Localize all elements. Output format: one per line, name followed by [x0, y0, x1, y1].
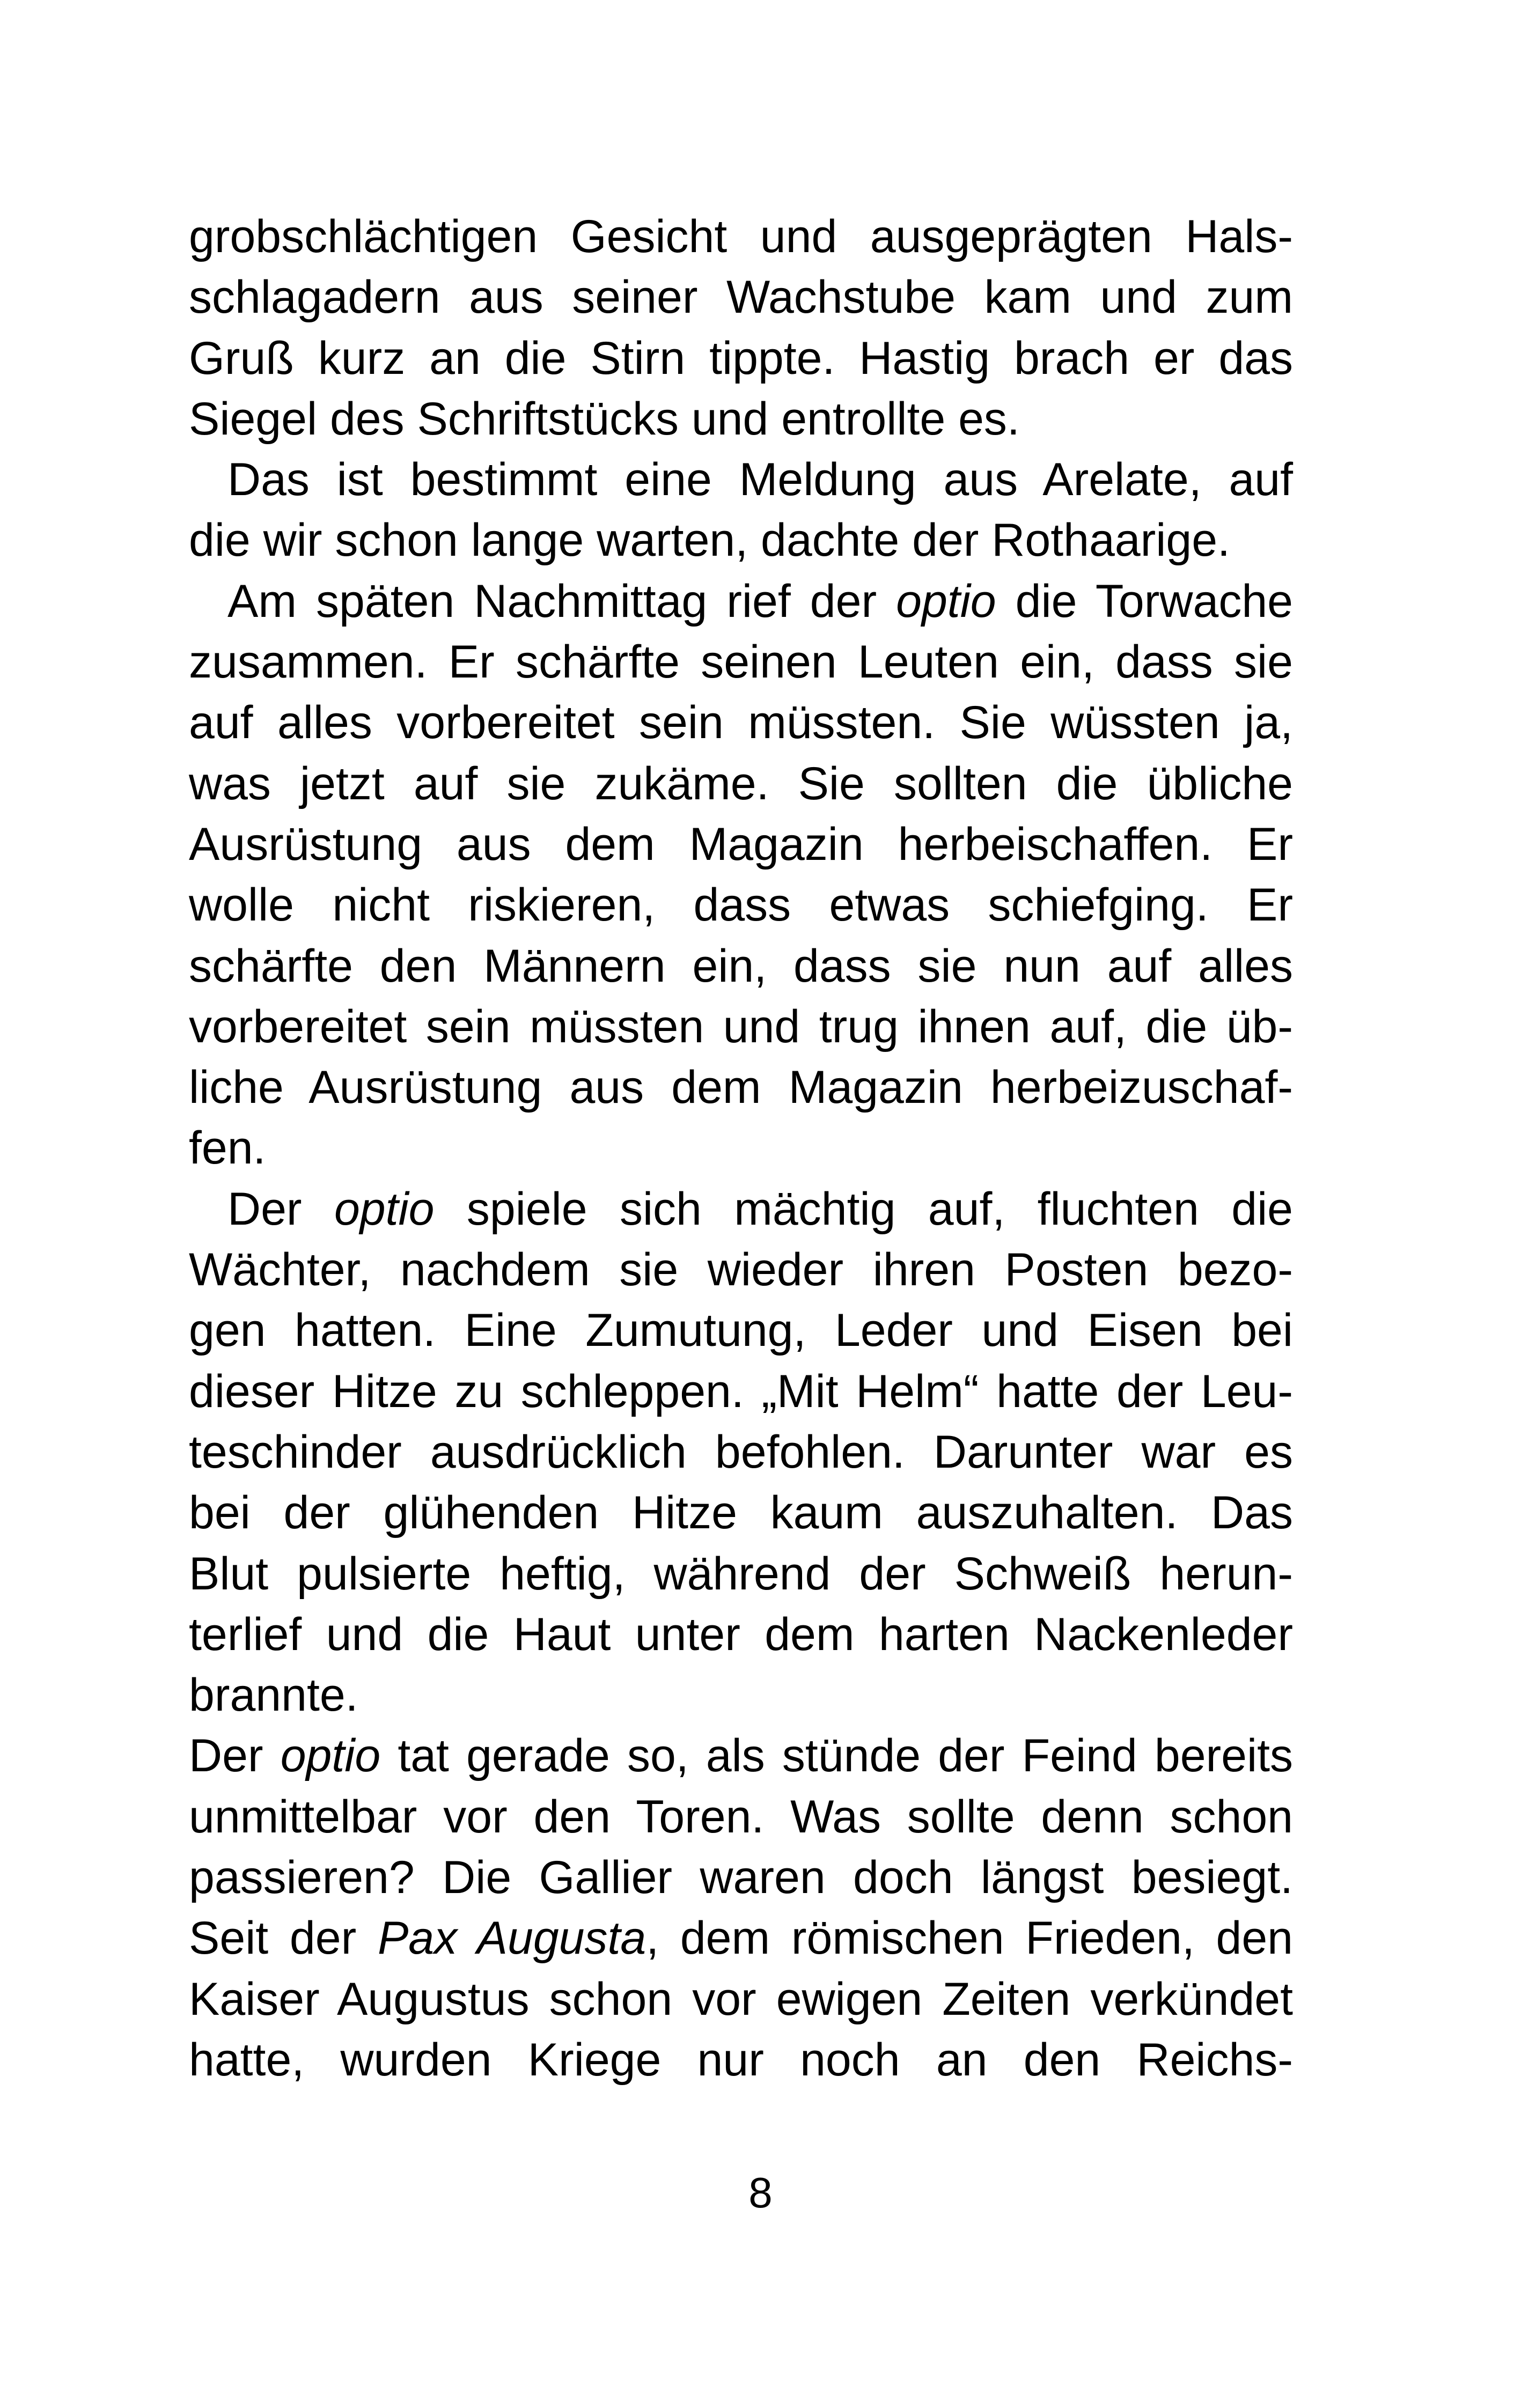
text-line	[189, 1118, 1293, 1179]
text-segment: Ausrüstung aus dem Magazin herbeischaffen. Er	[189, 818, 1293, 870]
body-text	[189, 207, 1293, 2090]
text-segment: schlagadern aus seiner Wachstube kam und zum	[189, 271, 1293, 323]
text-segment: Blut pulsierte heftig, während der Schweiß herun-	[189, 1548, 1293, 1600]
text-segment: brannte.	[189, 1669, 358, 1721]
text-line	[189, 510, 1293, 571]
text-segment: terlief und die Haut unter dem harten Nackenleder	[189, 1608, 1293, 1660]
text-segment: die wir schon lange warten, dachte der Rothaarige.	[189, 514, 1230, 566]
text-line	[189, 1361, 1293, 1422]
text-segment: Kaiser Augustus schon vor ewigen Zeiten verkündet	[189, 1973, 1293, 2025]
text-line	[189, 1665, 1293, 1726]
text-line	[189, 328, 1293, 389]
text-segment: die Torwache	[996, 575, 1293, 627]
text-line	[189, 1787, 1293, 1847]
italic-term: optio	[896, 575, 996, 627]
text-line	[189, 1544, 1293, 1604]
text-segment: dieser Hitze zu schleppen. „Mit Helm“ hatte der Leu-	[189, 1365, 1293, 1417]
text-segment: wolle nicht riskieren, dass etwas schiefging. Er	[189, 879, 1293, 931]
text-line	[189, 754, 1293, 814]
page-number: 8	[748, 2169, 773, 2216]
text-line	[189, 693, 1293, 753]
text-segment: bei der glühenden Hitze kaum auszuhalten. Das	[189, 1487, 1293, 1539]
text-segment: Der	[189, 1730, 281, 1782]
text-line	[189, 389, 1293, 450]
italic-term: optio	[280, 1730, 381, 1782]
text-segment: Seit der	[189, 1912, 378, 1964]
text-line	[189, 1057, 1293, 1118]
text-line	[189, 1847, 1293, 1908]
text-segment: , dem römischen Frieden, den	[646, 1912, 1293, 1964]
text-segment: Der	[227, 1183, 334, 1235]
text-line	[189, 1726, 1293, 1786]
text-line	[189, 1908, 1293, 1969]
text-segment: grobschlächtigen Gesicht und ausgeprägten Hals-	[189, 211, 1293, 262]
text-line	[189, 1969, 1293, 2030]
text-line	[189, 936, 1293, 997]
text-segment: passieren? Die Gallier waren doch längst besiegt.	[189, 1852, 1293, 1904]
text-segment: liche Ausrüstung aus dem Magazin herbeizuschaf-	[189, 1062, 1293, 1114]
text-segment: Am späten Nachmittag rief der	[227, 575, 897, 627]
text-segment: Das ist bestimmt eine Meldung aus Arelate, auf	[227, 454, 1293, 506]
text-line	[189, 632, 1293, 693]
text-segment: Siegel des Schriftstücks und entrollte es.	[189, 393, 1020, 445]
italic-term: optio	[334, 1183, 435, 1235]
text-segment: schärfte den Männern ein, dass sie nun auf alles	[189, 940, 1293, 992]
italic-term: Pax Augusta	[377, 1912, 646, 1964]
text-segment: fen.	[189, 1122, 266, 1174]
text-segment: was jetzt auf sie zukäme. Sie sollten die übliche	[189, 757, 1293, 809]
text-line	[189, 997, 1293, 1057]
text-line	[189, 1604, 1293, 1665]
text-segment: hatte, wurden Kriege nur noch an den Reichs-	[189, 2034, 1293, 2086]
text-line	[189, 875, 1293, 936]
text-line	[189, 1300, 1293, 1361]
text-segment: zusammen. Er schärfte seinen Leuten ein, dass sie	[189, 636, 1293, 688]
text-line	[189, 207, 1293, 267]
text-segment: auf alles vorbereitet sein müssten. Sie wüssten ja,	[189, 697, 1293, 749]
text-line	[189, 2030, 1293, 2090]
text-line	[189, 1483, 1293, 1543]
text-segment: teschinder ausdrücklich befohlen. Darunter war es	[189, 1426, 1293, 1478]
text-line	[189, 450, 1293, 510]
text-line	[189, 1240, 1293, 1300]
text-line	[189, 814, 1293, 875]
text-segment: spiele sich mächtig auf, fluchten die	[434, 1183, 1293, 1235]
text-line	[189, 571, 1293, 632]
text-segment: tat gerade so, als stünde der Feind bereits	[380, 1730, 1294, 1782]
text-segment: Gruß kurz an die Stirn tippte. Hastig brach er das	[189, 332, 1293, 384]
text-segment: Wächter, nachdem sie wieder ihren Posten bezo-	[189, 1244, 1293, 1296]
text-line	[189, 267, 1293, 328]
text-line	[189, 1422, 1293, 1483]
text-segment: vorbereitet sein müssten und trug ihnen auf, die üb-	[189, 1000, 1293, 1052]
text-segment: unmittelbar vor den Toren. Was sollte denn schon	[189, 1791, 1293, 1843]
text-line	[189, 1179, 1293, 1240]
text-segment: gen hatten. Eine Zumutung, Leder und Eisen bei	[189, 1305, 1293, 1357]
